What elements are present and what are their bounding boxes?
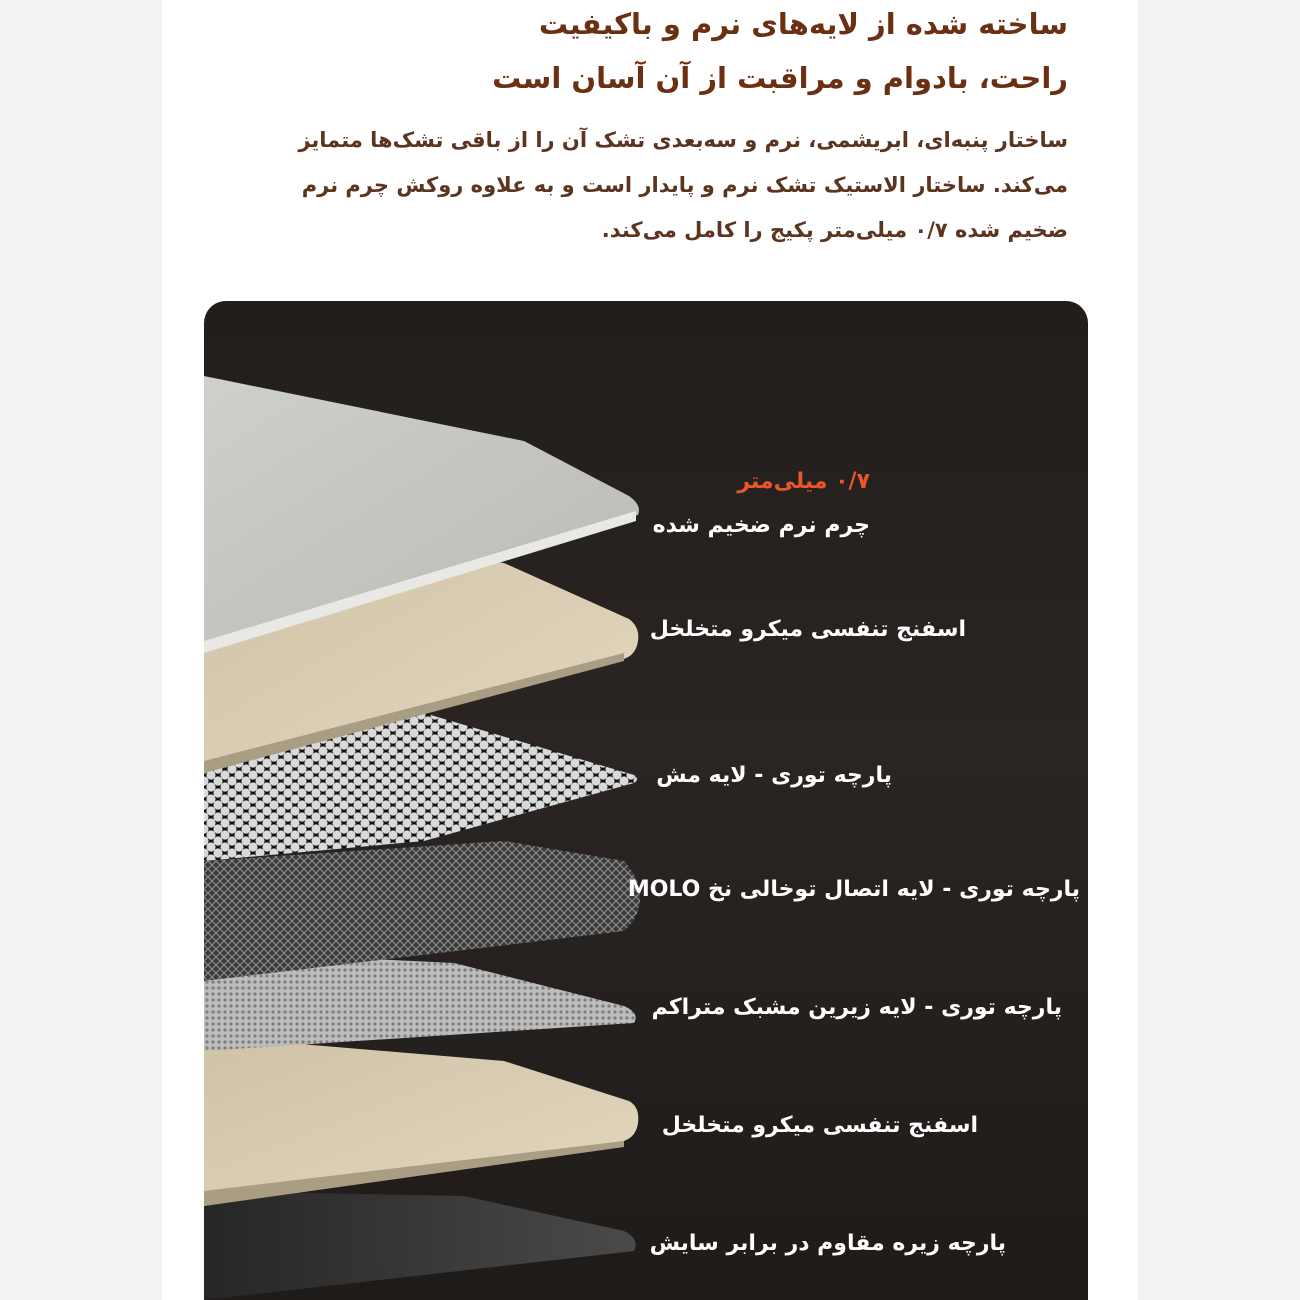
layer-label-dense-mesh: پارچه توری - لایه زیرین مشبک متراکم (651, 995, 1062, 1020)
layers-diagram (204, 301, 1088, 1300)
layers-illustration (204, 301, 1088, 1300)
description-paragraph (248, 118, 1068, 253)
title-line-2: راحت، بادوام و مراقبت از آن آسان است (492, 61, 1068, 95)
layer-label-molo: پارچه توری - لایه اتصال توخالی نخ MOLO (627, 877, 1080, 902)
layer-label-foam-top: اسفنج تنفسی میکرو متخلخل (649, 617, 966, 642)
title-line-1: ساخته شده از لایه‌های نرم و باکیفیت (538, 7, 1068, 41)
description-line: ساختار پنبه‌ای، ابریشمی، نرم و سه‌بعدی تشک آن را از باقی تشک‌ها متمایز (298, 128, 1068, 152)
layer-label-base: پارچه زیره مقاوم در برابر سایش (649, 1231, 1006, 1256)
thickness-note: ۰/۷ میلی‌متر (737, 469, 870, 494)
layer-label-mesh: پارچه توری - لایه مش (656, 763, 892, 788)
description-line: ضخیم شده ۰/۷ میلی‌متر پکیج را کامل می‌کند. (601, 218, 1068, 242)
description-line: می‌کند. ساختار الاستیک تشک نرم و پایدار است و به علاوه روکش چرم نرم (301, 173, 1068, 197)
layer-label-leather: چرم نرم ضخیم شده (652, 513, 870, 538)
layer-label-foam-bottom: اسفنج تنفسی میکرو متخلخل (661, 1113, 978, 1138)
